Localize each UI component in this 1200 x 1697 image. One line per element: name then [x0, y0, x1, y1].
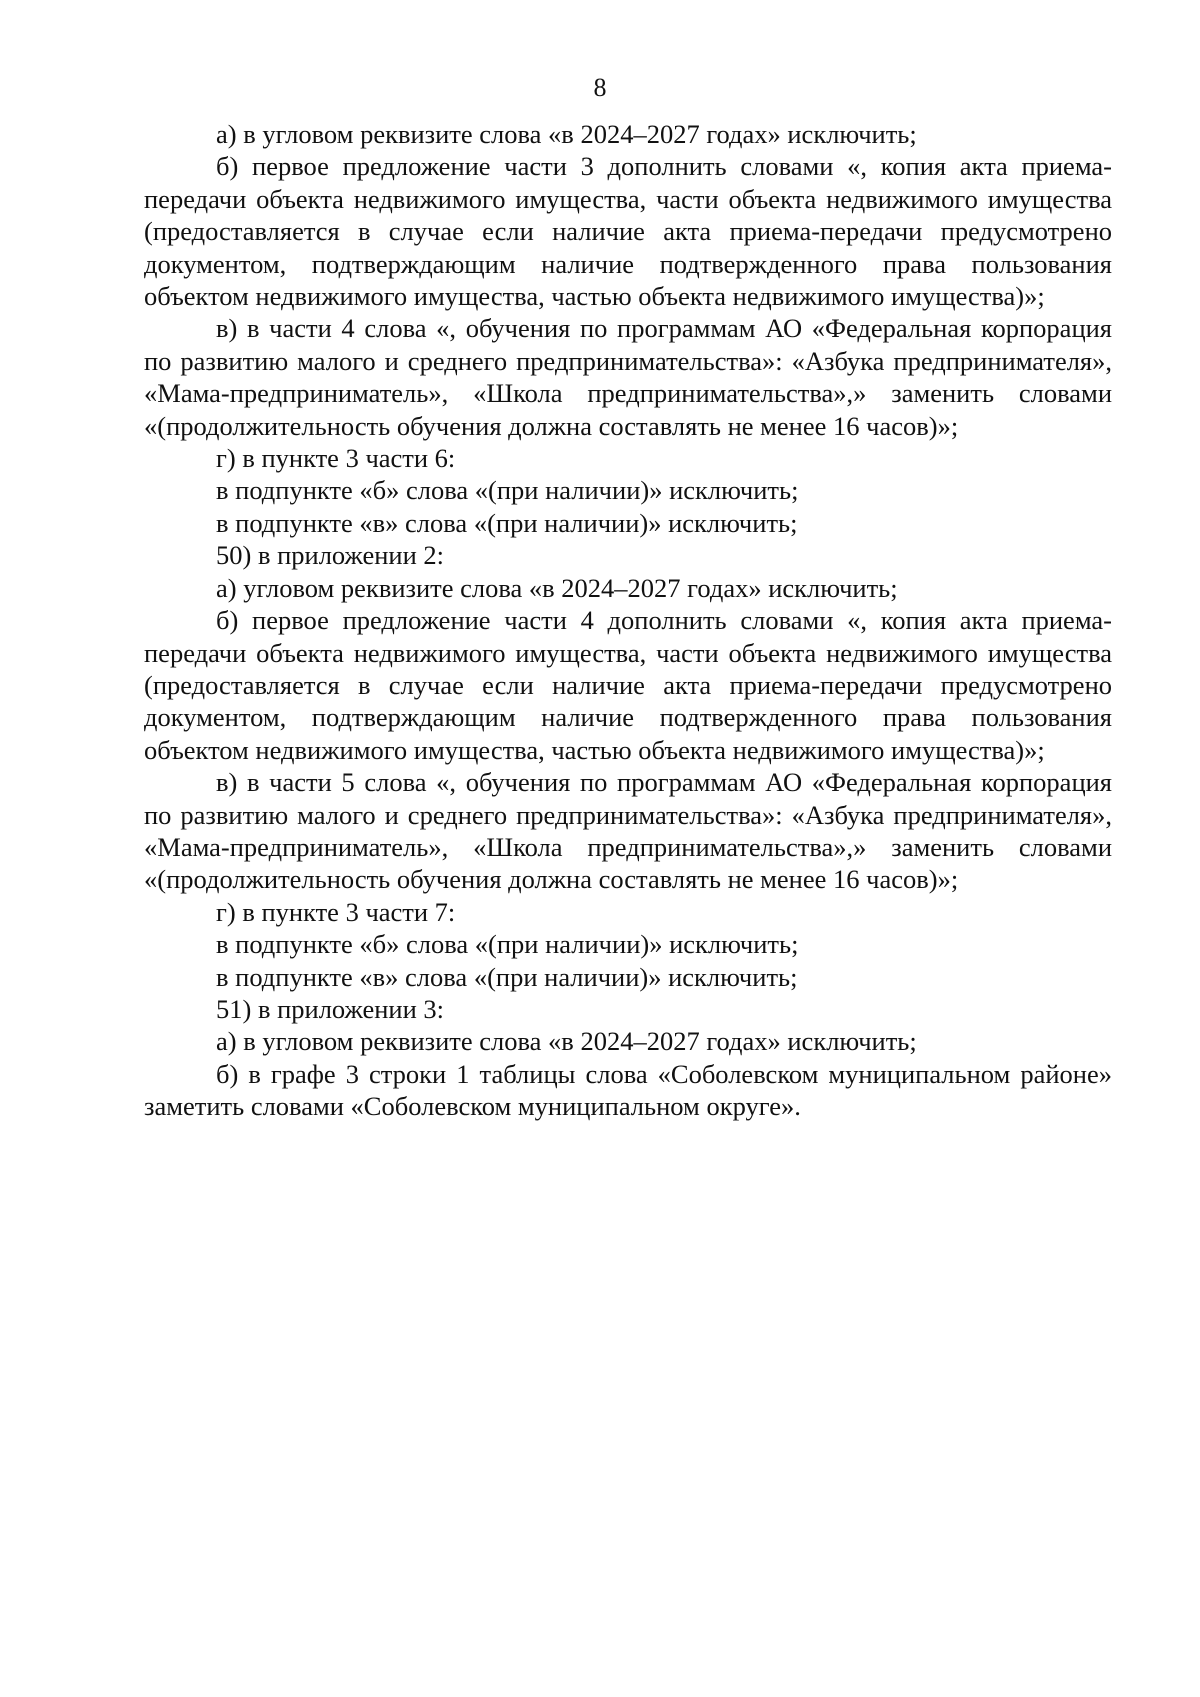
paragraph-a-corner-requisite-app3: а) в угловом реквизите слова «в 2024–2027 годах» исключить; [216, 1026, 917, 1057]
paragraph-a-corner-requisite-app2: а) угловом реквизите слова «в 2024–2027 годах» исключить; [216, 572, 898, 603]
paragraph-b-part-3: б) первое предложение части 3 дополнить словами «, копия акта приема-передачи объекта недвижимого имущества, части объекта недвижимого имущества (предоставляется в случае если наличие акта приема-передачи предусмотрено документом, подтверждающим наличие подтвержденного права пользования объектом недвижимого имущества, частью объекта недвижимого имущества)»; [144, 151, 1112, 312]
paragraph-subpoint-b: в подпункте «б» слова «(при наличии)» исключить; [216, 475, 799, 506]
paragraph-v-part-5-app2: в) в части 5 слова «, обучения по программам АО «Федеральная корпорация по развитию малого и среднего предпринимательства»: «Азбука предпринимателя», «Мама-предприниматель», «Школа предпринимательства»,» заменить словами «(продолжительность обучения должна составлять не менее 16 часов)»; [144, 767, 1112, 895]
paragraph-item-51: 51) в приложении 3: [216, 993, 445, 1024]
paragraph-subpoint-v-app2: в подпункте «в» слова «(при наличии)» исключить; [216, 961, 798, 992]
paragraph-b-part-4-app2: б) первое предложение части 4 дополнить словами «, копия акта приема-передачи объекта недвижимого имущества, части объекта недвижимого имущества (предоставляется в случае если наличие акта приема-передачи предусмотрено документом, подтверждающим наличие подтвержденного права пользования объектом недвижимого имущества, частью объекта недвижимого имущества)»; [144, 605, 1112, 765]
paragraph-item-50: 50) в приложении 2: [216, 540, 445, 571]
paragraph-g-point-3-part-6: г) в пункте 3 части 6: [216, 443, 456, 474]
paragraph-b-column-3-row-1: б) в графе 3 строки 1 таблицы слова «Соболевском муниципальном районе» заметить словами «Соболевском муниципальном округе». [144, 1058, 1112, 1122]
paragraph-v-part-4: в) в части 4 слова «, обучения по программам АО «Федеральная корпорация по развитию малого и среднего предпринимательства»: «Азбука предпринимателя», «Мама-предприниматель», «Школа предпринимательства»,» заменить словами «(продолжительность обучения должна составлять не менее 16 часов)»; [144, 313, 1112, 441]
paragraph-a-corner-requisite: а) в угловом реквизите слова «в 2024–2027 годах» исключить; [216, 119, 917, 149]
paragraph-subpoint-b-app2: в подпункте «б» слова «(при наличии)» исключить; [216, 929, 799, 960]
paragraph-g-point-3-part-7: г) в пункте 3 части 7: [216, 896, 456, 927]
paragraph-subpoint-v: в подпункте «в» слова «(при наличии)» исключить; [216, 507, 798, 538]
document-body [144, 118, 1112, 1123]
page-number: 8 [593, 73, 607, 102]
